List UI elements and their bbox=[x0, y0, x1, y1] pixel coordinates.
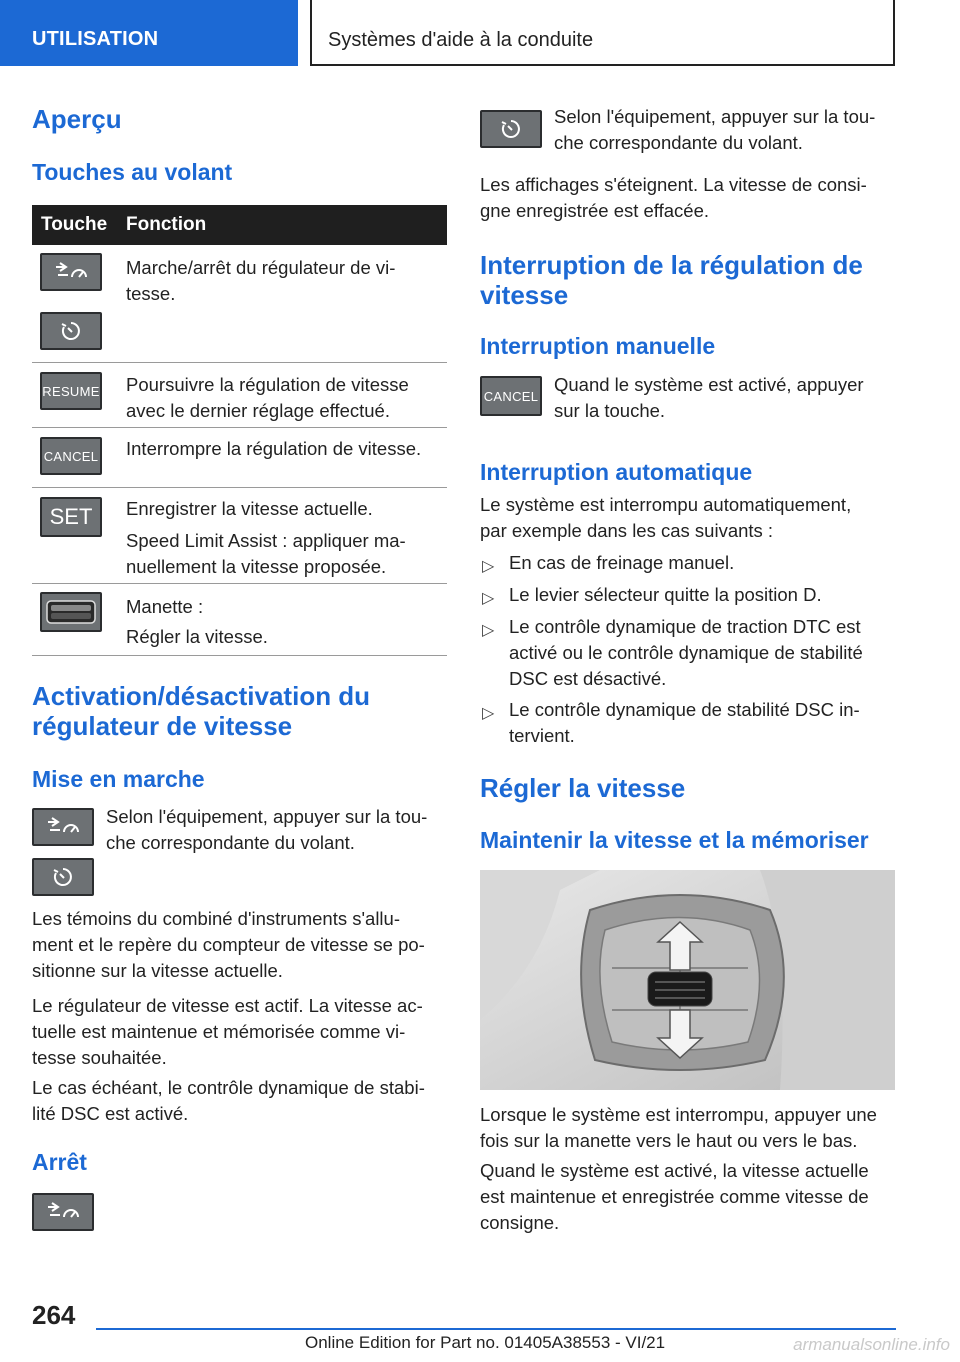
section-tab bbox=[0, 0, 298, 66]
speed-limiter-key-icon bbox=[32, 858, 94, 896]
subsection-title-manual: Interruption manuelle bbox=[480, 333, 716, 359]
list-item: Le contrôle dynamique de traction DTC est activé ou le contrôle dynamique de stabilité DSC est désactivé. bbox=[509, 616, 863, 689]
page-title: Aperçu bbox=[32, 104, 122, 134]
subsection-title-on: Mise en marche bbox=[32, 766, 205, 792]
subsection-title-off: Arrêt bbox=[32, 1149, 87, 1175]
list-item: Le contrôle dynamique de stabilité DSC in- tervient. bbox=[509, 699, 860, 746]
function-text: Poursuivre la régulation de vitesse avec le dernier réglage effectué. bbox=[126, 374, 409, 421]
paragraph: Les affichages s'éteignent. La vitesse de consi- gne enregistrée est effacée. bbox=[480, 174, 867, 221]
footer-edition: Online Edition for Part no. 01405A38553 - VI/21 bbox=[305, 1333, 666, 1352]
set-key-icon: SET bbox=[40, 497, 102, 537]
list-item: Le levier sélecteur quitte la position D. bbox=[509, 584, 822, 605]
rocker-key-icon bbox=[40, 592, 102, 632]
speed-limiter-key-icon bbox=[40, 312, 102, 350]
paragraph: Le régulateur de vitesse est actif. La vitesse ac- tuelle est maintenue et mémorisée comme vi- tesse souhaitée. bbox=[32, 995, 423, 1068]
rocker-switch-icon bbox=[45, 598, 97, 626]
footer-divider bbox=[96, 1328, 896, 1330]
paragraph: Les témoins du combiné d'instruments s'allu- ment et le repère du compteur de vitesse se po- sitionne sur la vitesse actuelle. bbox=[32, 908, 425, 981]
paragraph: Selon l'équipement, appuyer sur la tou- che correspondante du volant. bbox=[106, 806, 428, 853]
bullet-icon: ▷ bbox=[482, 590, 495, 607]
section-title-interrupt: Interruption de la régulation de vitesse bbox=[480, 250, 863, 310]
chapter-tab bbox=[310, 0, 895, 66]
table-divider bbox=[32, 655, 447, 656]
section-subtitle: Touches au volant bbox=[32, 159, 233, 185]
function-text: Enregistrer la vitesse actuelle. bbox=[126, 498, 373, 519]
section-title: UTILISATION bbox=[32, 28, 159, 50]
page-number: 264 bbox=[32, 1300, 76, 1330]
function-text: Marche/arrêt du régulateur de vi- tesse. bbox=[126, 257, 396, 304]
subsection-title-auto: Interruption automatique bbox=[480, 459, 753, 485]
bullet-icon: ▷ bbox=[482, 705, 495, 722]
speed-limiter-icon bbox=[59, 319, 83, 343]
paragraph: Quand le système est activé, appuyer sur la touche. bbox=[554, 374, 864, 421]
cruise-control-key-icon bbox=[32, 808, 94, 846]
cancel-key-icon: CANCEL bbox=[40, 437, 102, 475]
speed-limiter-key-icon bbox=[480, 110, 542, 148]
paragraph: Le cas échéant, le contrôle dynamique de stabi- lité DSC est activé. bbox=[32, 1077, 425, 1124]
paragraph: Lorsque le système est interrompu, appuyer une fois sur la manette vers le haut ou vers le bas. bbox=[480, 1104, 877, 1151]
chapter-title: Systèmes d'aide à la conduite bbox=[328, 29, 594, 51]
table-header bbox=[32, 205, 447, 245]
paragraph: Selon l'équipement, appuyer sur la tou- che correspondante du volant. bbox=[554, 106, 876, 153]
function-text: Manette : bbox=[126, 596, 204, 617]
bullet-icon: ▷ bbox=[482, 558, 495, 575]
cruise-control-icon bbox=[46, 1201, 80, 1223]
paragraph: Quand le système est activé, la vitesse actuelle est maintenue et enregistrée comme vitesse de consigne. bbox=[480, 1160, 869, 1233]
function-text-secondary: Régler la vitesse. bbox=[126, 626, 268, 647]
column-header-key: Touche bbox=[41, 214, 108, 235]
section-title-set-speed: Régler la vitesse bbox=[480, 773, 686, 803]
table-divider bbox=[32, 427, 447, 428]
cruise-control-icon bbox=[54, 261, 88, 283]
list-item: En cas de freinage manuel. bbox=[509, 552, 735, 573]
column-header-function: Fonction bbox=[126, 214, 207, 235]
speed-limiter-icon bbox=[499, 117, 523, 141]
cruise-control-key-icon bbox=[40, 253, 102, 291]
section-title-activation: Activation/désactivation du régulateur de vitesse bbox=[32, 681, 371, 741]
table-divider bbox=[32, 487, 447, 488]
watermark: armanualsonline.info bbox=[793, 1335, 950, 1354]
cancel-key-icon: CANCEL bbox=[480, 376, 542, 416]
resume-key-icon: RESUME bbox=[40, 372, 102, 410]
bullet-icon: ▷ bbox=[482, 622, 495, 639]
function-text-secondary: Speed Limit Assist : appliquer ma- nuellement la vitesse proposée. bbox=[126, 530, 406, 577]
steering-wheel-photo bbox=[480, 870, 895, 1090]
function-text: Interrompre la régulation de vitesse. bbox=[126, 438, 422, 459]
speed-limiter-icon bbox=[51, 865, 75, 889]
paragraph: Le système est interrompu automatiquement, par exemple dans les cas suivants : bbox=[480, 494, 852, 541]
subsection-title-maintain: Maintenir la vitesse et la mémoriser bbox=[480, 827, 869, 853]
table-divider bbox=[32, 362, 447, 363]
cruise-control-key-icon bbox=[32, 1193, 94, 1231]
table-divider bbox=[32, 583, 447, 584]
cruise-control-icon bbox=[46, 816, 80, 838]
